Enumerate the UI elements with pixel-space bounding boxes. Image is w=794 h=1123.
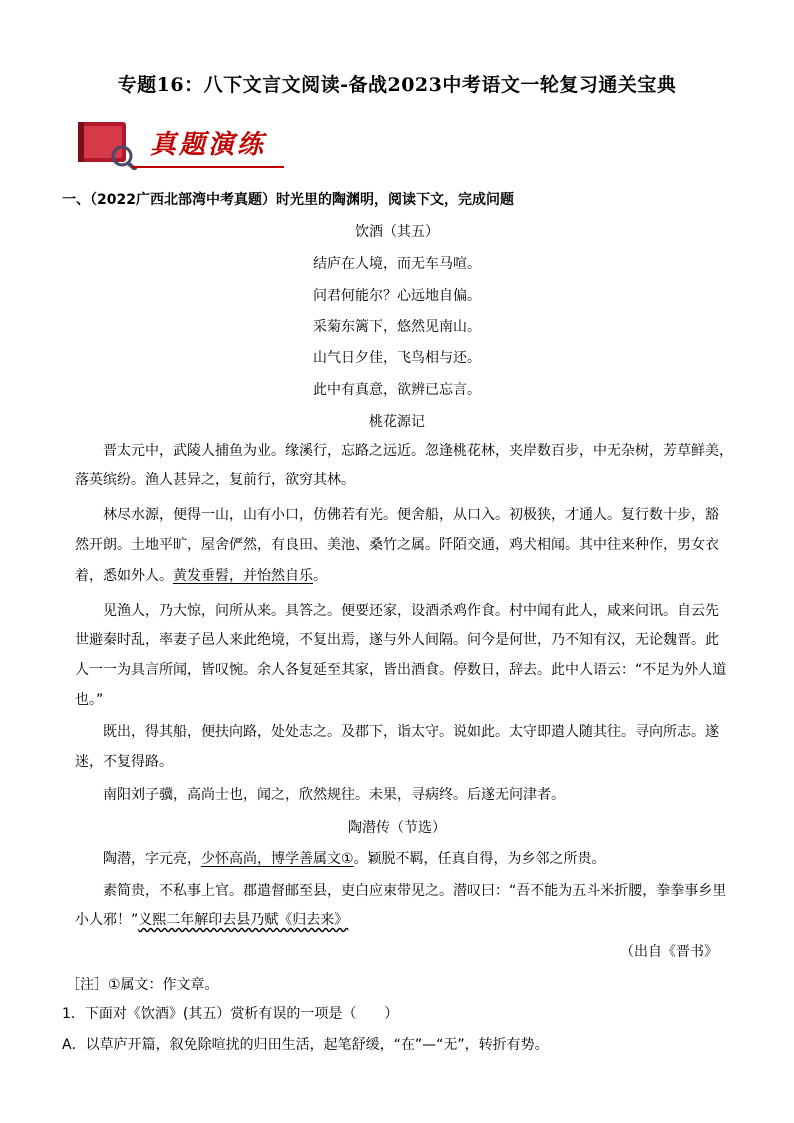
poem-title: 饮酒（其五） (355, 224, 439, 240)
passage-line: 人一一为具言所闻，皆叹惋。余人各复延至其家，皆出酒食。停数日，辞去。此中人语云：“不足为外人道 (75, 662, 727, 678)
passage-line: 落英缤纷。渔人甚异之，复前行，欲穷其林。 (75, 472, 355, 488)
passage-text: 。颖脱不羁，任真自得，为乡邻之所贵。 (353, 851, 606, 867)
passage-line: 南阳刘子骥，高尚士也，闻之，欣然规往。未果，寻病终。后遂无问津者。 (103, 787, 565, 803)
underlined-sentence: 黄发垂髫，并怡然自乐 (173, 568, 313, 584)
passage-line: 素简贵，不私事上官。郡遣督邮至县，吏白应束带见之。潜叹曰：“吾不能为五斗米折腰，拳拳事乡里 (103, 883, 727, 899)
source-citation: （出自《晋书》 (620, 944, 718, 960)
poem-line: 问君何能尔？心远地自偏。 (313, 288, 481, 304)
banner-text: 真题演练 (150, 130, 267, 160)
document-title: 专题16：八下文言文阅读-备战2023中考语文一轮复习通关宝典 (117, 74, 677, 96)
passage-line: 林尽水源，便得一山，山有小口，仿佛若有光。便舍船，从口入。初极狭，才通人。复行数十步，豁 (103, 507, 719, 523)
passage-line: 世避秦时乱，率妻子邑人来此绝境，不复出焉，遂与外人间隔。问今是何世，乃不知有汉，无论魏晋。此 (75, 632, 719, 648)
passage-line: 既出，得其船，便扶向路，处处志之。及郡下，诣太守。说如此。太守即遣人随其往。寻向所志。遂 (103, 724, 719, 740)
poem-line: 山气日夕佳，飞鸟相与还。 (313, 350, 481, 366)
passage-line: 见渔人，乃大惊，问所从来。具答之。便要还家，设酒杀鸡作食。村中闻有此人，咸来问讯。自云先 (103, 603, 719, 619)
passage-title: 桃花源记 (369, 414, 425, 430)
passage-text: 小人邪！” (75, 912, 139, 928)
passage-text: 着，悉如外人。 (75, 568, 173, 584)
answer-option-a: A．以草庐开篇，叙免除喧扰的归田生活，起笔舒缓，“在”—“无”，转折有势。 (62, 1037, 549, 1053)
poem-line: 结庐在人境，而无车马喧。 (313, 256, 481, 272)
passage-title: 陶潜传（节选） (348, 820, 446, 836)
underlined-sentence: 少怀高尚，博学善属文① (201, 851, 354, 867)
passage-text: 。 (313, 568, 327, 584)
poem-line: 采菊东篱下，悠然见南山。 (313, 319, 481, 335)
passage-line (103, 849, 606, 869)
passage-line (75, 910, 721, 930)
wavy-underlined-sentence: 义熙二年解印去县乃赋《归去来》 (138, 912, 349, 928)
passage-line (75, 566, 721, 586)
section-heading: 一、（2022广西北部湾中考真题）时光里的陶渊明，阅读下文，完成问题 (62, 192, 514, 208)
poem-line: 此中有真意，欲辨已忘言。 (313, 382, 481, 398)
question-stem: 1．下面对《饮酒》(其五）赏析有误的一项是（ ） (62, 1006, 399, 1022)
passage-line: 也。” (75, 692, 104, 708)
passage-text: 陶潜，字元亮， (103, 851, 201, 867)
annotation-note: ［注］①属文：作文章。 (66, 977, 219, 993)
passage-line: 迷，不复得路。 (75, 754, 173, 770)
passage-line: 晋太元中，武陵人捕鱼为业。缘溪行，忘路之远近。忽逢桃花林，夹岸数百步，中无杂树，芳草鲜美， (103, 443, 733, 459)
banner-divider (132, 166, 284, 168)
passage-line: 然开朗。土地平旷，屋舍俨然，有良田、美池、桑竹之属。阡陌交通，鸡犬相闻。其中往来种作，男女衣 (75, 537, 719, 553)
